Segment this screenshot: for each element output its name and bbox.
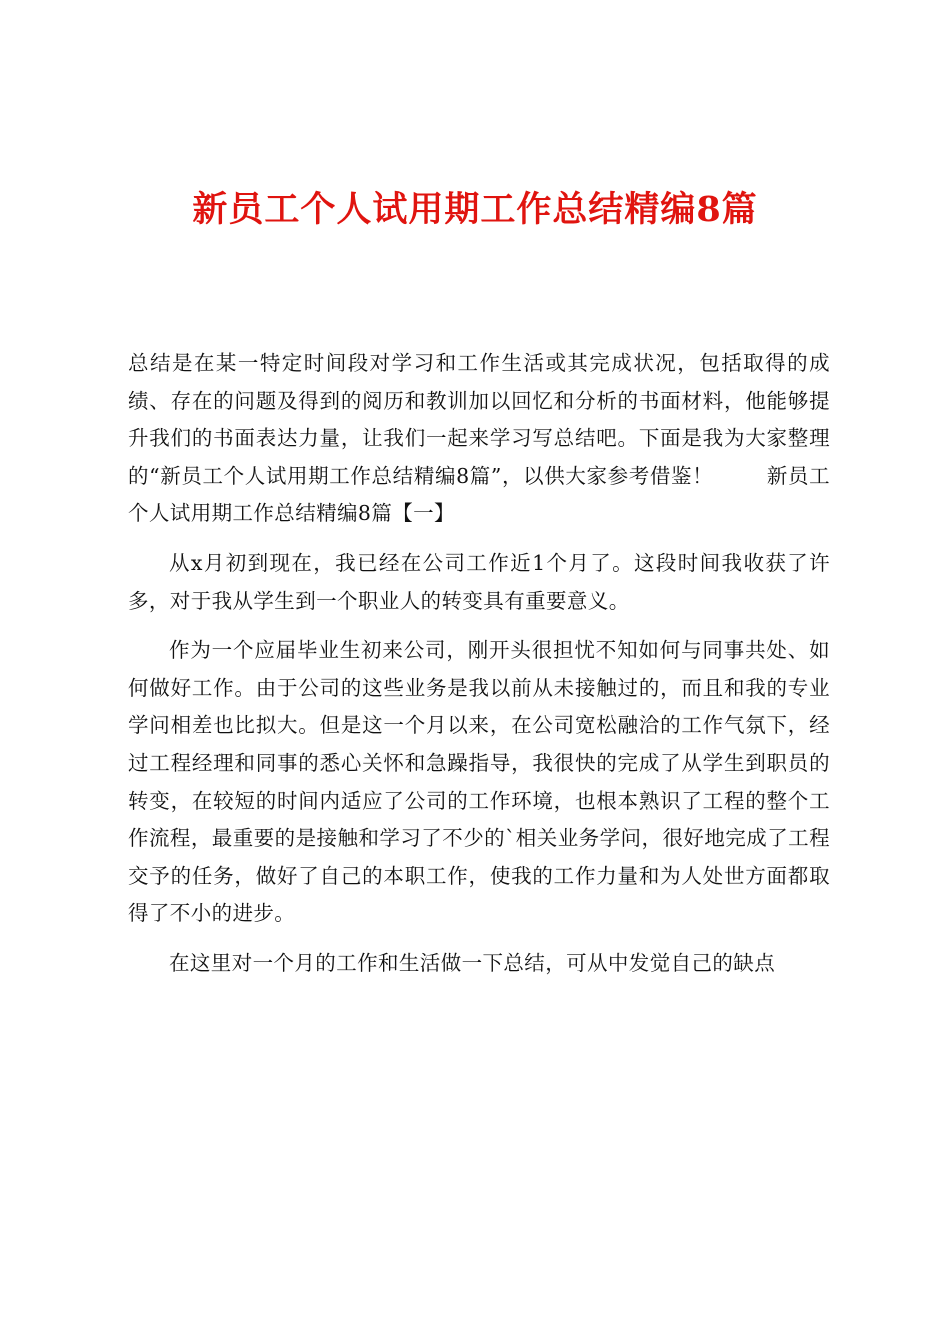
intro-paragraph (128, 345, 830, 533)
body-paragraph-1: 从x月初到现在，我已经在公司工作近1个月了。这段时间我收获了许多，对于我从学生到一个职业人的转变具有重要意义。 (128, 550, 830, 613)
intro-text: 总结是在某一特定时间段对学习和工作生活或其完成状况，包括取得的成绩、存在的问题及得到的阅历和教训加以回忆和分析的书面材料，他能够提升我们的书面表达力量，让我们一起来学习写总结吧。下面是我为大家整理的“新员工个人试用期工作总结精编8篇”，以供大家参考借鉴！ (128, 351, 830, 488)
section-heading: 新员工个人试用期工作总结精编8篇【一】 (128, 463, 831, 526)
body-paragraph-3: 在这里对一个月的工作和生活做一下总结，可从中发觉自己的缺点 (169, 950, 776, 975)
body-paragraph-2: 作为一个应届毕业生初来公司，刚开头很担忧不知如何与同事共处、如何做好工作。由于公司的这些业务是我以前从未接触过的，而且和我的专业学问相差也比拟大。但是这一个月以来，在公司宽松融洽的工作气氛下，经过工程经理和同事的悉心关怀和急躁指导，我很快的完成了从学生到职员的转变，在较短的时间内适应了公司的工作环境，也根本熟识了工程的整个工作流程，最重要的是接触和学习了不少的`相关业务学问，很好地完成了工程交予的任务，做好了自己的本职工作，使我的工作力量和为人处世方面都取得了不小的进步。 (128, 638, 830, 926)
document-title: 新员工个人试用期工作总结精编8篇 (192, 189, 758, 230)
document-body (128, 345, 830, 983)
